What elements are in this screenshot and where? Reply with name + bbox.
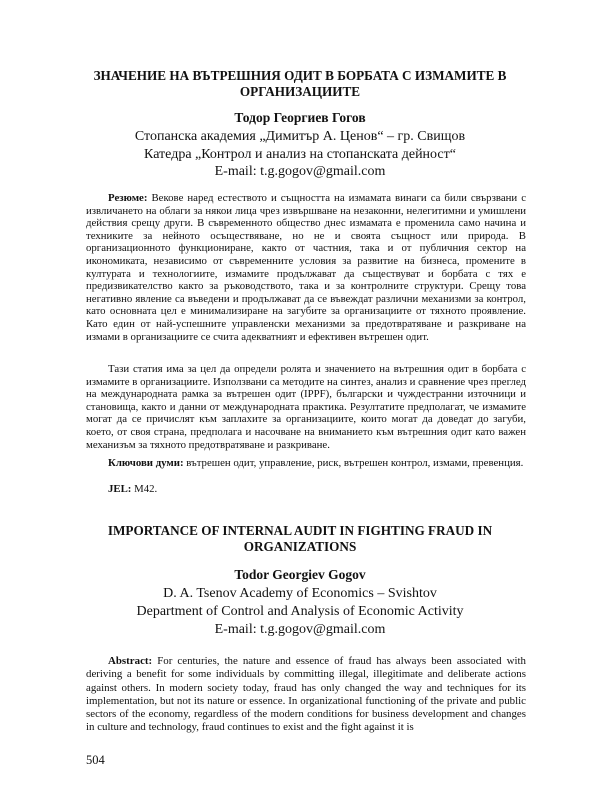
bg-keywords-label: Ключови думи: (108, 457, 184, 469)
bg-email: E-mail: t.g.gogov@gmail.com (214, 164, 386, 179)
bg-jel-label: JEL: (108, 483, 132, 495)
bg-affiliation-1: Стопанска академия „Димитър А. Ценов“ – гр. Свищов (134, 129, 466, 144)
en-email: E-mail: t.g.gogov@gmail.com (214, 622, 386, 637)
bg-author: Тодор Георгиев Гогов (234, 110, 366, 125)
bg-keywords (86, 457, 526, 470)
en-author: Todor Georgiev Gogov (234, 567, 366, 582)
bg-title: ЗНАЧЕНИЕ НА ВЪТРЕШНИЯ ОДИТ В БОРБАТА С ИЗМАМИТЕ В ОРГАНИЗАЦИИТЕ (93, 68, 507, 99)
en-abstract-p1 (86, 655, 526, 735)
bg-abstract-p2: Тази статия има за цел да определи ролята и значението на вътрешния одит в борбата с измамите в организациите. Използвани са методите на синтез, анализ и сравнение чрез преглед на международната рамка за вътрешен одит (IPPF), български и чуждестранни източници и становища, както и данни от международната практика. Резултатите предполагат, че измамите могат да се причислят към заплахите за организациите, които могат да доведат до загуби, което, от своя страна, предполага и насочване на вниманието към вътрешния одит като важен механизъм за тяхното предотвратяване и разкриване. (86, 363, 526, 451)
en-title: IMPORTANCE OF INTERNAL AUDIT IN FIGHTING FRAUD IN ORGANIZATIONS (107, 523, 493, 554)
bg-abstract-text-1: Векове наред естеството и същността на измамата винаги са били свързвани с извличането на облаги за някои лица чрез извършване на незаконни, нелегитимни и умишлени действия срещу други. В съвременното общество днес измамата е променила само начина и техниките за нейното осъществяване, но не и своята същност или природа. В организационното функциониране, както от частния, така и от публичния сектор на икономиката, независимо от съвременните условия за развитие на бизнеса, промените в културата и технологиите, измамите продължават да съществуват и борбата с тях е предизвикателство както за ръководството, така и за контролните структури. Срещу това негативно явление са въведени и продължават да се въвеждат различни механизми за контрол, като основната цел е минимализиране на загубите за организациите от тяхното проявление. Като един от най-успешните управленски механизми за предотвратяване и разкриване на измами в организациите се счита адекватният и ефективен вътрешен одит. (86, 192, 527, 343)
bg-jel-code: M42. (134, 483, 158, 495)
bg-affiliation-2: Катедра „Контрол и анализ на стопанската дейност“ (144, 147, 456, 162)
bg-abstract-p1 (86, 192, 526, 343)
bg-abstract-label: Резюме: (108, 192, 148, 204)
bg-keywords-text: вътрешен одит, управление, риск, вътрешен контрол, измами, превенция. (186, 457, 524, 469)
en-abstract-text-1: For centuries, the nature and essence of fraud has always been associated with deriving a benefit for some individuals by committing illegal, illegitimate and deliberate actions against others. In modern society today, fraud has only changed the way and techniques for its implementation, but not its nature or essence. In organizational functioning of the private and public sectors of the economy, regardless of the modern conditions for business development and changes in culture and technology, fraud continues to exist and the fight against it is (86, 655, 526, 734)
en-abstract-label: Abstract: (108, 655, 153, 667)
bg-jel (86, 483, 526, 496)
page-number: 504 (86, 753, 105, 767)
en-affiliation-1: D. A. Tsenov Academy of Economics – Svishtov (163, 586, 437, 601)
en-affiliation-2: Department of Control and Analysis of Economic Activity (136, 604, 464, 619)
